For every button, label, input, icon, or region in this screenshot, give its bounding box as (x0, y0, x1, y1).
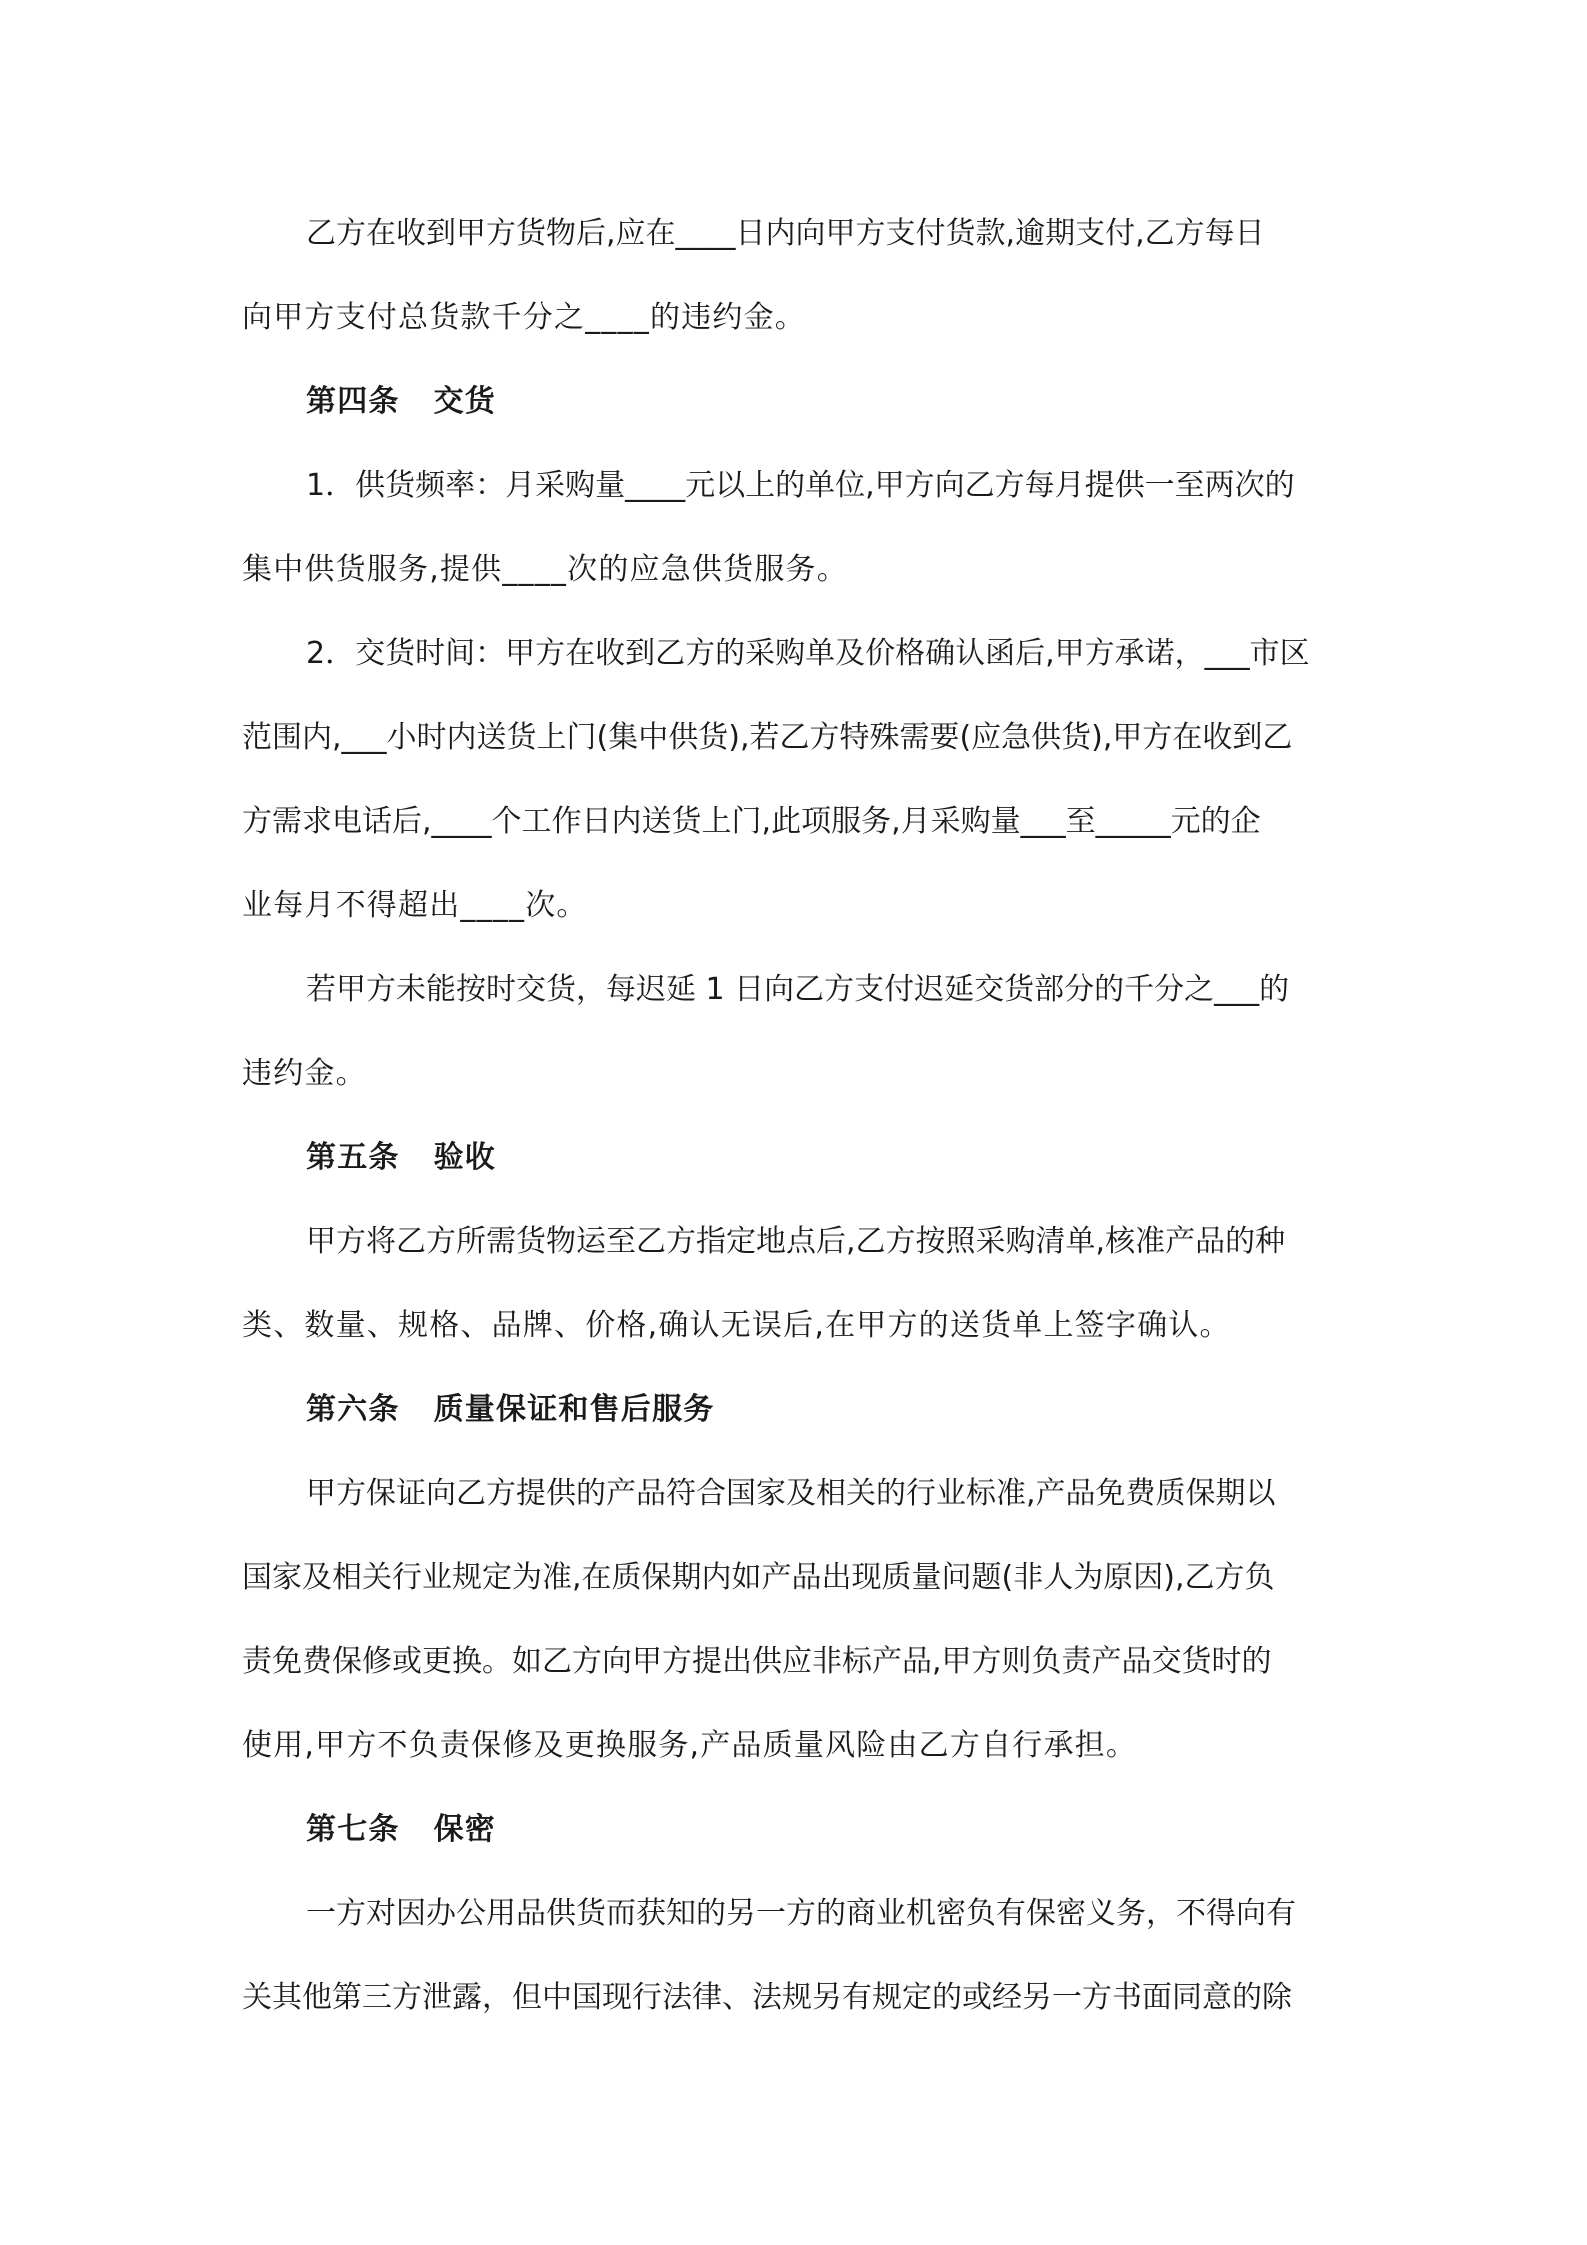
paragraph-line: 业每月不得超出____次。 (242, 888, 588, 923)
article-title: 验收 (433, 1140, 497, 1175)
paragraph-line: 一方对因办公用品供货而获知的另一方的商业机密负有保密义务，不得向有 (306, 1896, 1296, 1931)
paragraph-line: 甲方保证向乙方提供的产品符合国家及相关的行业标准,产品免费质保期以 (306, 1476, 1276, 1511)
article-title: 质量保证和售后服务 (433, 1392, 715, 1427)
clause-paragraph (242, 192, 1350, 360)
article-number: 第四条 (306, 384, 400, 419)
paragraph-line: 乙方在收到甲方货物后,应在____日内向甲方支付货款,逾期支付,乙方每日 (306, 216, 1265, 251)
article-heading (242, 1788, 1350, 1872)
paragraph-line: 若甲方未能按时交货，每迟延 1 日向乙方支付迟延交货部分的千分之___的 (306, 972, 1290, 1007)
paragraph-line: 违约金。 (242, 1056, 367, 1091)
paragraph-line: 使用,甲方不负责保修及更换服务,产品质量风险由乙方自行承担。 (242, 1728, 1138, 1763)
clause-paragraph (242, 1452, 1350, 1788)
clause-paragraph (242, 1872, 1350, 2040)
paragraph-line: 类、数量、规格、品牌、价格,确认无误后,在甲方的送货单上签字确认。 (242, 1308, 1231, 1343)
article-heading (242, 1368, 1350, 1452)
article-heading (242, 360, 1350, 444)
article-number: 第七条 (306, 1812, 400, 1847)
article-title: 交货 (433, 384, 497, 419)
paragraph-line: 集中供货服务,提供____次的应急供货服务。 (242, 552, 848, 587)
article-number: 第六条 (306, 1392, 400, 1427)
paragraph-line: 方需求电话后,____个工作日内送货上门,此项服务,月采购量___至_____元的企 (242, 804, 1261, 839)
paragraph-line: 范围内,___小时内送货上门(集中供货),若乙方特殊需要(应急供货),甲方在收到乙 (242, 720, 1293, 755)
paragraph-line: 向甲方支付总货款千分之____的违约金。 (242, 300, 806, 335)
article-number: 第五条 (306, 1140, 400, 1175)
contract-body (242, 192, 1350, 2040)
paragraph-line: 甲方将乙方所需货物运至乙方指定地点后,乙方按照采购清单,核准产品的种 (306, 1224, 1286, 1259)
paragraph-line: 国家及相关行业规定为准,在质保期内如产品出现质量问题(非人为原因),乙方负 (242, 1560, 1275, 1595)
paragraph-line: 2．交货时间：甲方在收到乙方的采购单及价格确认函后,甲方承诺，___市区 (306, 636, 1310, 671)
clause-paragraph (242, 1200, 1350, 1368)
article-heading (242, 1116, 1350, 1200)
paragraph-line: 1．供货频率：月采购量____元以上的单位,甲方向乙方每月提供一至两次的 (306, 468, 1295, 503)
paragraph-line: 责免费保修或更换。如乙方向甲方提出供应非标产品,甲方则负责产品交货时的 (242, 1644, 1272, 1679)
paragraph-line: 关其他第三方泄露，但中国现行法律、法规另有规定的或经另一方书面同意的除 (242, 1980, 1292, 2015)
clause-paragraph (242, 444, 1350, 612)
article-title: 保密 (433, 1812, 497, 1847)
clause-paragraph (242, 612, 1350, 948)
clause-paragraph (242, 948, 1350, 1116)
